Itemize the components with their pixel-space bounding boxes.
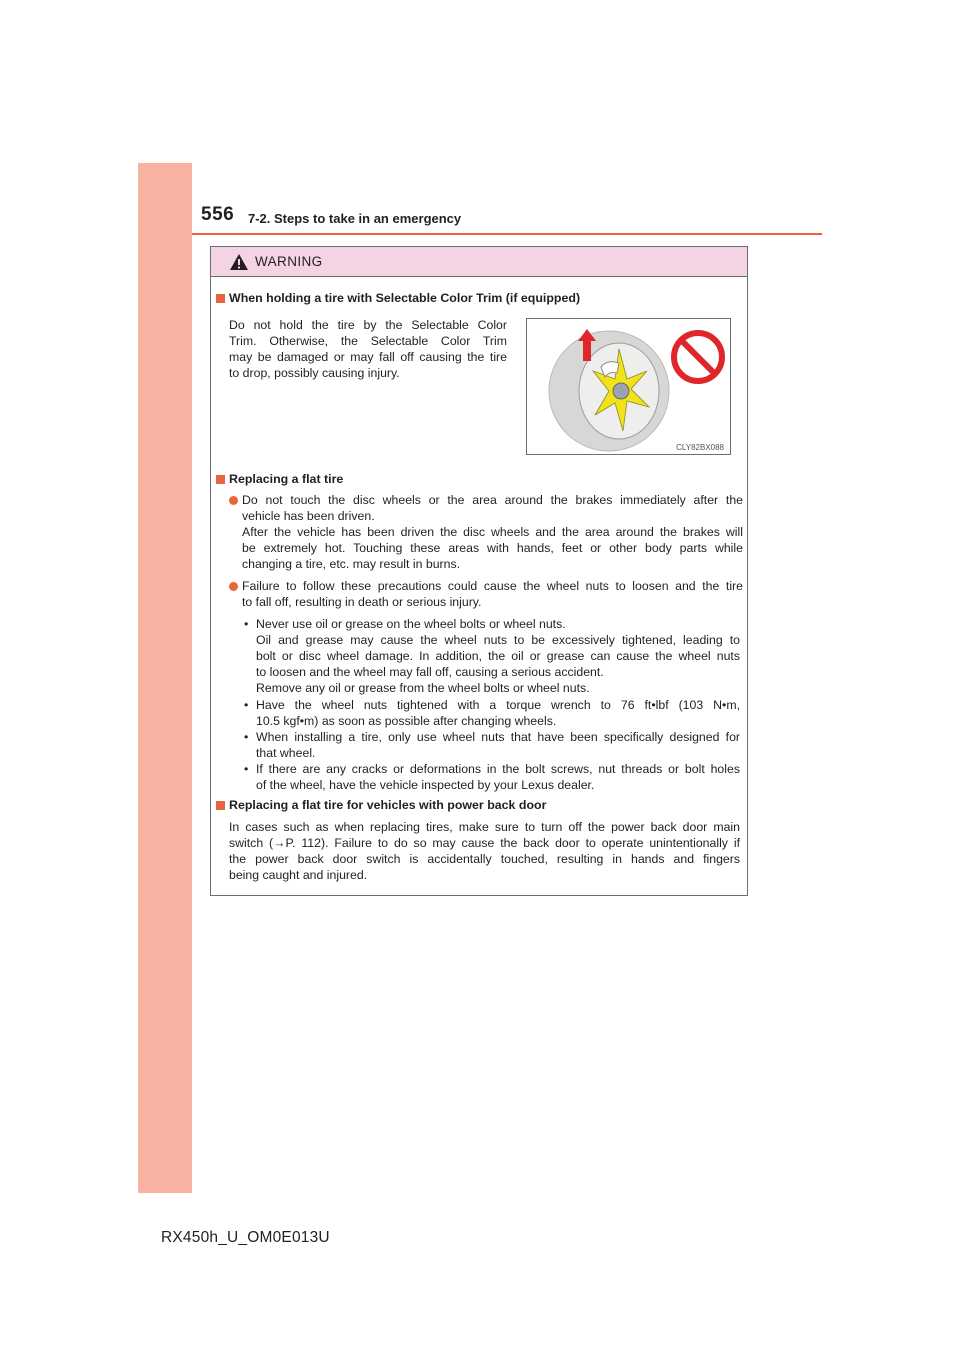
tire-drawing — [527, 319, 730, 454]
sub-bullet-1 — [244, 616, 740, 696]
header-rule — [192, 233, 822, 235]
holding-line: Do not hold the tire by the Selectable Color — [229, 318, 507, 332]
bullet-line: When installing a tire, only use wheel nuts that have been specifically designed for — [256, 730, 740, 744]
square-bullet-icon — [216, 475, 225, 484]
body-line: switch (→P. 112). Failure to do so may cause the back door to operate unintentionally if — [229, 836, 740, 851]
sub-bullet-mark: • — [244, 762, 249, 776]
footer-model-code: RX450h_U_OM0E013U — [161, 1229, 330, 1246]
body-line: In cases such as when replacing tires, make sure to turn off the power back door main — [229, 820, 740, 834]
item-line: Do not touch the disc wheels or the area around the brakes immediately after the — [242, 493, 743, 507]
item-line: After the vehicle has been driven the disc wheels and the area around the brakes will — [242, 525, 743, 540]
warning-header — [211, 247, 747, 277]
holding-text — [229, 317, 507, 381]
item-line: be extremely hot. Touching these areas with hands, feet or other body parts while — [242, 541, 743, 556]
tire-illustration — [526, 318, 731, 455]
holding-line: may be damaged or may fall off causing the tire — [229, 350, 507, 365]
holding-line: to drop, possibly causing injury. — [229, 366, 400, 381]
sub-bullet-mark: • — [244, 617, 249, 631]
body-line: being caught and injured. — [229, 868, 368, 883]
sub-bullet-mark: • — [244, 698, 249, 712]
bullet-line: Oil and grease may cause the wheel nuts to be excessively tightened, leading to — [256, 633, 740, 648]
square-bullet-icon — [216, 294, 225, 303]
item-line: to fall off, resulting in death or serious injury. — [242, 595, 482, 610]
item-line: changing a tire, etc. may result in burns. — [242, 557, 461, 572]
bullet-line: Never use oil or grease on the wheel bolts or wheel nuts. — [256, 617, 566, 631]
bullet-line: of the wheel, have the vehicle inspected by your Lexus dealer. — [256, 778, 595, 793]
flat-tire-item-2 — [242, 578, 743, 610]
sub-bullet-mark: • — [244, 730, 249, 744]
body-line: the power back door switch is accidentally touched, resulting in hands and fingers — [229, 852, 740, 867]
power-back-door-text — [229, 819, 740, 883]
bullet-line: bolt or disc wheel damage. In addition, the oil or grease can cause the wheel nuts — [256, 649, 740, 664]
holding-line: Trim. Otherwise, the Selectable Color Trim — [229, 334, 507, 349]
item-line: vehicle has been driven. — [242, 509, 375, 524]
bullet-line: to loosen and the wheel may fall off, causing a serious accident. — [256, 665, 604, 680]
round-bullet-icon — [229, 582, 238, 591]
square-bullet-icon — [216, 801, 225, 810]
bullet-line: 10.5 kgf•m) as soon as possible after changing wheels. — [256, 714, 557, 729]
flat-tire-heading: Replacing a flat tire — [229, 472, 344, 486]
side-tab — [138, 163, 192, 1193]
holding-heading: When holding a tire with Selectable Color Trim (if equipped) — [229, 291, 581, 305]
bullet-line: that wheel. — [256, 746, 316, 761]
warning-triangle-icon — [229, 253, 249, 271]
round-bullet-icon — [229, 496, 238, 505]
section-title: 7-2. Steps to take in an emergency — [248, 211, 462, 226]
bullet-line: Remove any oil or grease from the wheel bolts or wheel nuts. — [256, 681, 590, 696]
power-back-door-heading: Replacing a flat tire for vehicles with power back door — [229, 798, 547, 812]
illustration-code: CLY82BX088 — [676, 443, 724, 452]
sub-bullet-2 — [244, 697, 740, 729]
bullet-line: Have the wheel nuts tightened with a torque wrench to 76 ft•lbf (103 N•m, — [256, 698, 740, 712]
item-line: Failure to follow these precautions could cause the wheel nuts to loosen and the tire — [242, 579, 743, 593]
page-number: 556 — [201, 204, 235, 225]
bullet-line: If there are any cracks or deformations in the bolt screws, nut threads or bolt holes — [256, 762, 740, 776]
sub-bullet-3 — [244, 729, 740, 761]
flat-tire-item-1 — [242, 492, 743, 572]
sub-bullet-4 — [244, 761, 740, 793]
warning-title: WARNING — [255, 254, 323, 269]
